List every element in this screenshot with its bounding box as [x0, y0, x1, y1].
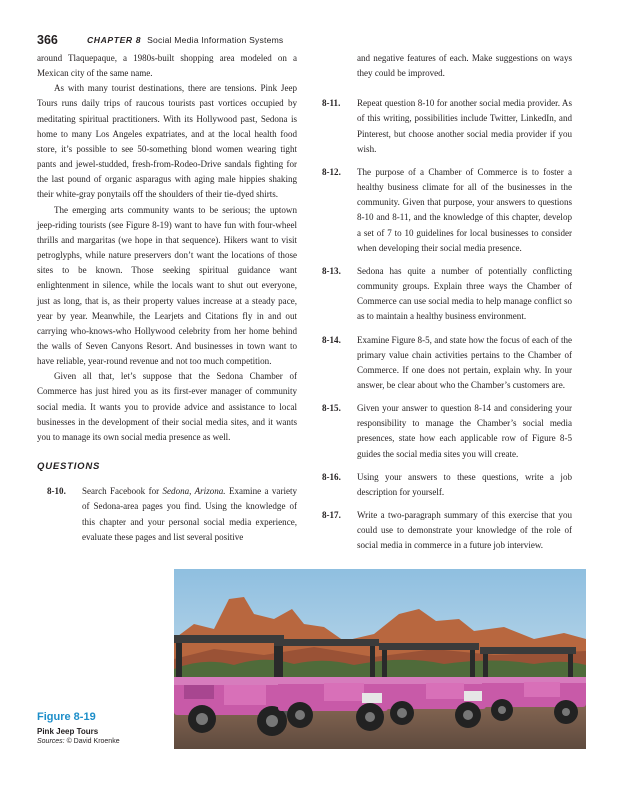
chapter-label: CHAPTER 8	[87, 35, 142, 45]
question-number: 8-14.	[322, 334, 341, 345]
question-text: Repeat question 8-10 for another social media provider. As of this writing, possibilities include Twitter, LinkedIn, and Pinterest, but choose another social media provider if you wish.	[357, 98, 572, 154]
running-head	[87, 35, 283, 45]
question-number: 8-11.	[322, 98, 341, 109]
question-text: Search Facebook for	[82, 486, 163, 497]
paragraph-1: around Tlaquepaque, a 1980s-built shopping area modeled on a Mexican city of the same name.	[37, 53, 297, 79]
question-text: Given your answer to question 8-14 and considering your responsibility to manage the Chamber’s social media presences, state how each applicable row of Figure 8-5 guides the social media sites you will create.	[357, 403, 572, 459]
question-text: Examine Figure 8-5, and state how the focus of each of the primary value chain activities pertains to the Chamber of Commerce. If one does not pertain, explain why. In your answer, be clear about who the Chamber’s customers are.	[357, 334, 572, 390]
paragraph-3: The emerging arts community wants to be serious; the uptown jeep-riding tourists (see Figure 8-19) want to have fun with four-wheel thrills and margaritas (we hope in that sequence). Hikers want to visit petroglyphs, while nature preservers don’t want the locations of those sites to be known. Those seeking spiritual guidance want enlightenment in silence, while the locals want to shut out everyone, just as long, that is, as their property values increase at a steady pace, year by year. Meanwhile, the Learjets and Citations fly in and out carrying who-knows-who Hollywood celebrity from her home behind the walls of Seven Canyons Resort. And businesses in town want to have reliable, year-round revenue and not too much competition.	[37, 204, 297, 367]
page-number: 366	[37, 33, 58, 47]
question-text: Write a two-paragraph summary of this exercise that you could use to demonstrate your knowledge of the role of social media in commerce in a future job interview.	[357, 510, 572, 551]
question-8-14	[322, 333, 572, 394]
chapter-title: Social Media Information Systems	[147, 35, 284, 45]
question-text: Sedona has quite a number of potentially conflicting community groups. Explain three ways the Chamber of Commerce can use social media to help manage conflict so as to maintain a healthy business environment.	[357, 265, 572, 322]
question-text: Using your answers to these questions, write a job description for yourself.	[357, 471, 572, 497]
left-column	[37, 51, 297, 545]
paragraph-2: As with many tourist destinations, there are tensions. Pink Jeep Tours runs daily trips of raucous tourists past vortices occupied by meditating spiritual practitioners. With its Hollywood past, Sedona is home to many Los Angeles expatriates, and at the local health food store, it’s possible to see 50-something blond women wearing tight pants and jewel-studded, fresh-from-Rodeo-Drive sandals fighting for the last pound of organic asparagus with aging male hippies shaking their white-gray ponytails off the shoulders of their tie-dyed shirts.	[37, 83, 297, 200]
page-header	[37, 33, 597, 47]
figure-source-prefix: Sources:	[37, 738, 65, 745]
right-column	[322, 51, 572, 562]
figure-title: Pink Jeep Tours	[37, 727, 99, 736]
questions-heading: QUESTIONS	[37, 461, 101, 473]
figure-source	[37, 738, 120, 745]
question-8-11	[322, 96, 572, 157]
question-text-continued: Examine a variety of Sedona-area pages you find. Using the knowledge of this chapter and your personal social media experience, evaluate these pages and list several positive	[82, 486, 298, 542]
question-text-italic: Sedona, Arizona.	[162, 486, 226, 497]
question-8-17	[322, 508, 572, 553]
question-8-10-continued: and negative features of each. Make suggestions on ways they could be improved.	[357, 53, 572, 79]
question-8-10	[47, 484, 297, 545]
question-number: 8-12.	[322, 166, 341, 177]
figure-source-text: © David Kroenke	[66, 738, 120, 745]
question-number: 8-13.	[322, 265, 341, 276]
question-number: 8-15.	[322, 403, 341, 414]
figure-label: Figure 8-19	[37, 711, 96, 723]
question-number: 8-17.	[322, 510, 341, 521]
question-8-16	[322, 470, 572, 500]
question-8-12	[322, 165, 572, 256]
paragraph-4: Given all that, let’s suppose that the Sedona Chamber of Commerce has just hired you as its first-ever manager of community social media. It wants you to provide advice and assistance to local businesses in the development of their social media sites, and it wants you to manage its own social media presence as well.	[37, 371, 297, 442]
question-8-13	[322, 264, 572, 325]
question-8-15	[322, 401, 572, 462]
pink-jeeps-photo	[174, 569, 586, 749]
question-number: 8-16.	[322, 471, 341, 482]
question-number: 8-10.	[47, 486, 66, 497]
question-text: The purpose of a Chamber of Commerce is to foster a healthy business climate for all of the businesses in the community. Given that purpose, your answers to questions 8-10 and 8-11, and the knowledge of this chapter, develop a set of 7 to 10 guidelines for local businesses to consider when developing their social media presence.	[357, 166, 572, 253]
